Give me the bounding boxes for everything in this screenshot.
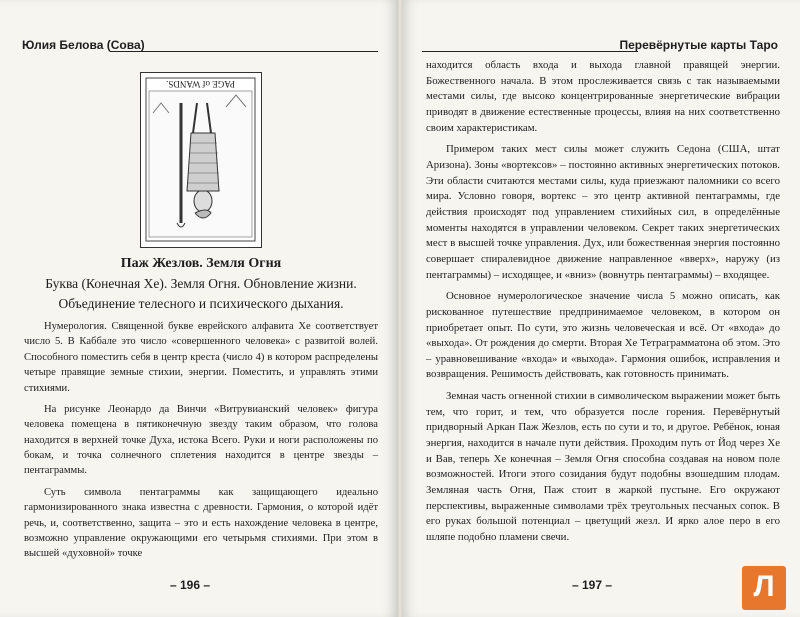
- running-head-left: Юлия Белова (Сова): [22, 38, 145, 52]
- right-page: [402, 0, 800, 617]
- card-caption-line: Буква (Конечная Хе). Земля Огня. Обновление жизни.: [45, 276, 357, 291]
- paragraph: Нумерология. Священной букве еврейского алфавита Хе соответствует число 5. В Каббале это число «совершенного человека» с развитой волей. Способного поместить себя в центр креста (число 4) в котором распределены четыре правящие земные стихии, энергии. Поместить, и управлять этими стихиями.: [24, 321, 378, 394]
- logo-glyph: Л: [753, 570, 775, 603]
- page-number-left: – 196 –: [170, 578, 211, 592]
- page-number-right: – 197 –: [572, 578, 613, 592]
- left-page-text: [24, 319, 378, 568]
- paragraph: находится область входа и выхода главной правящей энергии. Божественного начала. В этом прослеживается связь с так называемыми местами силы, где высоко концентрированные энергетические вибрации приводят в движение естественные процессы, влияя на них соответственно своим характеристикам.: [426, 59, 780, 134]
- paragraph: Суть символа пентаграммы как защищающего идеально гармонизированного знака известна с древности. Гармония, о которой идёт речь, и, соответственно, защита – это и есть нахождение человека в центре, возможно управление окружающими его четырьмя стихиями. При этом в высшей «духовной» точке: [24, 486, 378, 560]
- header-rule-right: [422, 51, 638, 52]
- paragraph: Основное нумерологическое значение числа 5 можно описать, как рискованное путешествие предпринимаемое человеком, в котором он приобретает опыт. По сути, это жизнь человеческая и всё. От «входа» до «выхода». От рождения до смерти. Вторая Хе Тетраграмматона об этом. Это – уравновешивание «входа» и «выхода». Гармония ошибок, исправления и возвращения. Решимость действовать, как готовность принимать.: [426, 290, 780, 381]
- running-head-right: Перевёрнутые карты Таро: [619, 38, 778, 52]
- left-page: [0, 0, 398, 617]
- tarot-card-image: [140, 72, 262, 248]
- page-of-wands-illustration: [141, 73, 263, 249]
- card-caption-line: Объединение телесного и психического дыхания.: [58, 296, 344, 311]
- header-rule-left: [110, 51, 378, 52]
- publisher-logo: [742, 566, 786, 610]
- card-label: PAGE of WANDS.: [166, 79, 235, 89]
- paragraph: Земная часть огненной стихии в символическом выражении может быть тем, что горит, и тем, что образуется после горения. Перевёрнутый придворный Аркан Паж Жезлов, есть по сути и то, и другое. Ребёнок, юная энергия, находится в начале пути действия. Проходим путь от Йод через Хе и Вав, теперь Хе конечная – Земля Огня способна создавая на новом поле возможностей. Итоги этого созидания будут подобны взошедшим плодам. Земляная часть Огня, Паж стоит в жаркой пустыне. Его окружают перспективы, выраженные символами трёх треугольных песчаных сопок. В его руках большой потенциал – цветущий жезл. И ярко алое перо в его шляпе подобно пламени свечи.: [426, 390, 780, 544]
- paragraph: Примером таких мест силы может служить Седона (США, штат Аризона). Зоны «вортексов» – постоянно активных энергетических потоков. Эти области считаются местами силы, куда приезжают паломники со всего мира. Условно говоря, вортекс – это центр активной пентаграммы, где действия происходят под управлением стихийных сил, в определённые моменты находятся в управлении человеком. Секрет таких энергетических мест в высшей точке управления. Дух, или божественная энергия постоянно совершает спиралевидное движение направленное «вверх», наружу (из пентаграммы) – исходящее, и «вниз» (вовнутрь пентаграммы) – входящее.: [426, 143, 780, 281]
- card-caption-title: Паж Жезлов. Земля Огня: [120, 256, 282, 271]
- paragraph: На рисунке Леонардо да Винчи «Витрувианский человек» фигура человека помещена в пятиконечную звезду таким образом, что голова находится в верхней точке Духа, истока Всего. Руки и ноги расположены по бокам, и точка солнечного сплетения находится в центре звезды – пентаграммы.: [24, 403, 378, 477]
- right-page-text: [426, 58, 780, 552]
